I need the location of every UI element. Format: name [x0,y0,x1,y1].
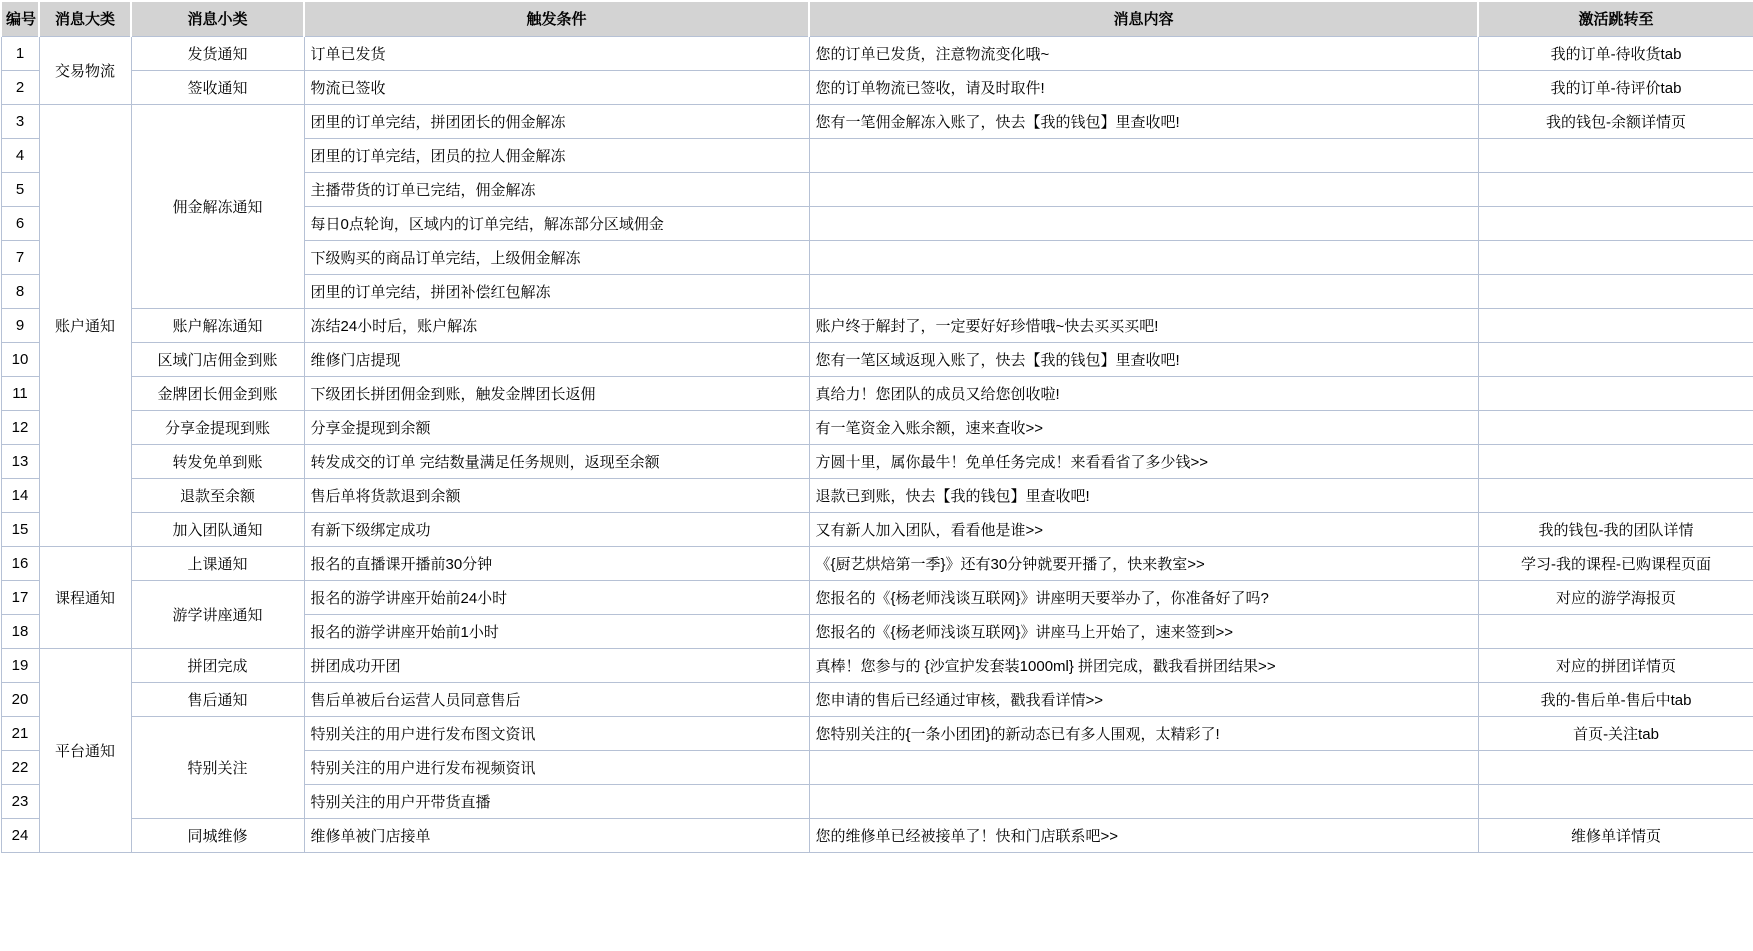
table-row [1,682,1753,716]
cell-content[interactable]: 方圆十里，属你最牛！免单任务完成！来看看省了多少钱>> [809,444,1478,478]
cell-row-number[interactable]: 2 [1,70,39,104]
table-row [1,410,1753,444]
cell-trigger[interactable]: 特别关注的用户进行发布视频资讯 [304,750,809,784]
cell-content[interactable]: 您申请的售后已经通过审核，戳我看详情>> [809,682,1478,716]
cell-row-number[interactable]: 4 [1,138,39,172]
cell-content[interactable]: 真给力！您团队的成员又给您创收啦! [809,376,1478,410]
table-body [1,36,1753,852]
cell-row-number[interactable]: 16 [1,546,39,580]
cell-jump[interactable] [1478,240,1753,274]
cell-subcategory[interactable]: 佣金解冻通知 [131,104,304,308]
cell-row-number[interactable]: 19 [1,648,39,682]
cell-trigger[interactable]: 每日0点轮询，区域内的订单完结，解冻部分区域佣金 [304,206,809,240]
cell-subcategory[interactable]: 游学讲座通知 [131,580,304,648]
table-row [1,818,1753,852]
cell-jump[interactable] [1478,478,1753,512]
cell-subcategory[interactable]: 特别关注 [131,716,304,818]
cell-jump[interactable] [1478,376,1753,410]
cell-content[interactable] [809,274,1478,308]
cell-content[interactable]: 您的订单物流已签收，请及时取件! [809,70,1478,104]
column-header-jump[interactable]: 激活跳转至 [1478,1,1753,36]
cell-subcategory[interactable]: 分享金提现到账 [131,410,304,444]
cell-row-number[interactable]: 11 [1,376,39,410]
cell-trigger[interactable]: 主播带货的订单已完结，佣金解冻 [304,172,809,206]
cell-trigger[interactable]: 下级团长拼团佣金到账，触发金牌团长返佣 [304,376,809,410]
table-row [1,308,1753,342]
cell-trigger[interactable]: 售后单将货款退到余额 [304,478,809,512]
cell-row-number[interactable]: 5 [1,172,39,206]
cell-content[interactable]: 您特别关注的{一条小团团}的新动态已有多人围观，太精彩了! [809,716,1478,750]
cell-subcategory[interactable]: 退款至余额 [131,478,304,512]
cell-trigger[interactable]: 维修门店提现 [304,342,809,376]
cell-trigger[interactable]: 报名的游学讲座开始前24小时 [304,580,809,614]
table-header [1,1,1753,36]
table-row [1,376,1753,410]
cell-row-number[interactable]: 9 [1,308,39,342]
cell-content[interactable] [809,240,1478,274]
cell-row-number[interactable]: 22 [1,750,39,784]
column-header-subcategory[interactable]: 消息小类 [131,1,304,36]
column-header-content[interactable]: 消息内容 [809,1,1478,36]
cell-content[interactable]: 退款已到账，快去【我的钱包】里查收吧! [809,478,1478,512]
cell-content[interactable] [809,172,1478,206]
cell-content[interactable]: 您有一笔区域返现入账了，快去【我的钱包】里查收吧! [809,342,1478,376]
cell-subcategory[interactable]: 售后通知 [131,682,304,716]
cell-subcategory[interactable]: 发货通知 [131,36,304,70]
cell-jump[interactable] [1478,410,1753,444]
cell-row-number[interactable]: 24 [1,818,39,852]
cell-jump[interactable]: 我的钱包-我的团队详情 [1478,512,1753,546]
cell-trigger[interactable]: 维修单被门店接单 [304,818,809,852]
cell-trigger[interactable]: 特别关注的用户进行发布图文资讯 [304,716,809,750]
cell-jump[interactable] [1478,614,1753,648]
cell-category[interactable]: 课程通知 [39,546,131,648]
table-row [1,512,1753,546]
cell-row-number[interactable]: 17 [1,580,39,614]
cell-subcategory[interactable]: 同城维修 [131,818,304,852]
cell-jump[interactable]: 学习-我的课程-已购课程页面 [1478,546,1753,580]
column-header-trigger[interactable]: 触发条件 [304,1,809,36]
cell-category[interactable]: 平台通知 [39,648,131,852]
column-header-category[interactable]: 消息大类 [39,1,131,36]
cell-jump[interactable]: 我的订单-待收货tab [1478,36,1753,70]
cell-row-number[interactable]: 12 [1,410,39,444]
cell-content[interactable]: 有一笔资金入账余额，速来查收>> [809,410,1478,444]
cell-row-number[interactable]: 8 [1,274,39,308]
cell-row-number[interactable]: 15 [1,512,39,546]
cell-trigger[interactable]: 分享金提现到余额 [304,410,809,444]
cell-content[interactable] [809,784,1478,818]
cell-trigger[interactable]: 报名的直播课开播前30分钟 [304,546,809,580]
cell-trigger[interactable]: 冻结24小时后，账户解冻 [304,308,809,342]
cell-row-number[interactable]: 21 [1,716,39,750]
cell-subcategory[interactable]: 上课通知 [131,546,304,580]
table-row [1,580,1753,614]
table-row [1,36,1753,70]
cell-row-number[interactable]: 1 [1,36,39,70]
cell-row-number[interactable]: 18 [1,614,39,648]
cell-content[interactable]: 您有一笔佣金解冻入账了，快去【我的钱包】里查收吧! [809,104,1478,138]
cell-trigger[interactable]: 订单已发货 [304,36,809,70]
cell-row-number[interactable]: 13 [1,444,39,478]
cell-subcategory[interactable]: 区域门店佣金到账 [131,342,304,376]
cell-subcategory[interactable]: 转发免单到账 [131,444,304,478]
cell-category[interactable]: 账户通知 [39,104,131,546]
cell-trigger[interactable]: 团里的订单完结，团员的拉人佣金解冻 [304,138,809,172]
table-row [1,716,1753,750]
cell-trigger[interactable]: 转发成交的订单 完结数量满足任务规则，返现至余额 [304,444,809,478]
cell-row-number[interactable]: 14 [1,478,39,512]
cell-content[interactable]: 又有新人加入团队，看看他是谁>> [809,512,1478,546]
cell-jump[interactable]: 对应的拼团详情页 [1478,648,1753,682]
table-row [1,104,1753,138]
cell-row-number[interactable]: 3 [1,104,39,138]
cell-content[interactable]: 账户终于解封了，一定要好好珍惜哦~快去买买买吧! [809,308,1478,342]
cell-jump[interactable]: 对应的游学海报页 [1478,580,1753,614]
cell-jump[interactable]: 我的订单-待评价tab [1478,70,1753,104]
cell-content[interactable]: 您的维修单已经被接单了！快和门店联系吧>> [809,818,1478,852]
table-row [1,546,1753,580]
cell-row-number[interactable]: 23 [1,784,39,818]
cell-subcategory[interactable]: 签收通知 [131,70,304,104]
cell-jump[interactable]: 我的-售后单-售后中tab [1478,682,1753,716]
cell-content[interactable] [809,750,1478,784]
cell-jump[interactable]: 我的钱包-余额详情页 [1478,104,1753,138]
cell-jump[interactable] [1478,784,1753,818]
table-row [1,444,1753,478]
cell-row-number[interactable]: 6 [1,206,39,240]
cell-trigger[interactable]: 售后单被后台运营人员同意售后 [304,682,809,716]
cell-jump[interactable]: 维修单详情页 [1478,818,1753,852]
table-row [1,478,1753,512]
cell-subcategory[interactable]: 加入团队通知 [131,512,304,546]
cell-content[interactable] [809,206,1478,240]
cell-subcategory[interactable]: 金牌团长佣金到账 [131,376,304,410]
cell-trigger[interactable]: 报名的游学讲座开始前1小时 [304,614,809,648]
cell-jump[interactable] [1478,206,1753,240]
cell-jump[interactable] [1478,308,1753,342]
cell-row-number[interactable]: 7 [1,240,39,274]
cell-jump[interactable] [1478,342,1753,376]
cell-content[interactable]: 《{厨艺烘焙第一季}》还有30分钟就要开播了，快来教室>> [809,546,1478,580]
cell-jump[interactable] [1478,444,1753,478]
cell-content[interactable]: 您的订单已发货，注意物流变化哦~ [809,36,1478,70]
cell-content[interactable]: 您报名的《{杨老师浅谈互联网}》讲座马上开始了，速来签到>> [809,614,1478,648]
cell-trigger[interactable]: 下级购买的商品订单完结，上级佣金解冻 [304,240,809,274]
cell-trigger[interactable]: 团里的订单完结，拼团补偿红包解冻 [304,274,809,308]
cell-trigger[interactable]: 团里的订单完结，拼团团长的佣金解冻 [304,104,809,138]
cell-trigger[interactable]: 物流已签收 [304,70,809,104]
cell-subcategory[interactable]: 拼团完成 [131,648,304,682]
cell-row-number[interactable]: 20 [1,682,39,716]
column-header-id[interactable]: 编号 [1,1,39,36]
header-row [1,1,1753,36]
cell-content[interactable] [809,138,1478,172]
cell-trigger[interactable]: 有新下级绑定成功 [304,512,809,546]
table-row [1,70,1753,104]
cell-trigger[interactable]: 特别关注的用户开带货直播 [304,784,809,818]
cell-trigger[interactable]: 拼团成功开团 [304,648,809,682]
cell-jump[interactable] [1478,172,1753,206]
table-row [1,342,1753,376]
cell-jump[interactable] [1478,274,1753,308]
cell-jump[interactable]: 首页-关注tab [1478,716,1753,750]
cell-category[interactable]: 交易物流 [39,36,131,104]
cell-subcategory[interactable]: 账户解冻通知 [131,308,304,342]
table-row [1,648,1753,682]
cell-jump[interactable] [1478,750,1753,784]
cell-content[interactable]: 真棒！您参与的 {沙宣护发套装1000ml} 拼团完成，戳我看拼团结果>> [809,648,1478,682]
cell-jump[interactable] [1478,138,1753,172]
cell-row-number[interactable]: 10 [1,342,39,376]
cell-content[interactable]: 您报名的《{杨老师浅谈互联网}》讲座明天要举办了，你准备好了吗? [809,580,1478,614]
